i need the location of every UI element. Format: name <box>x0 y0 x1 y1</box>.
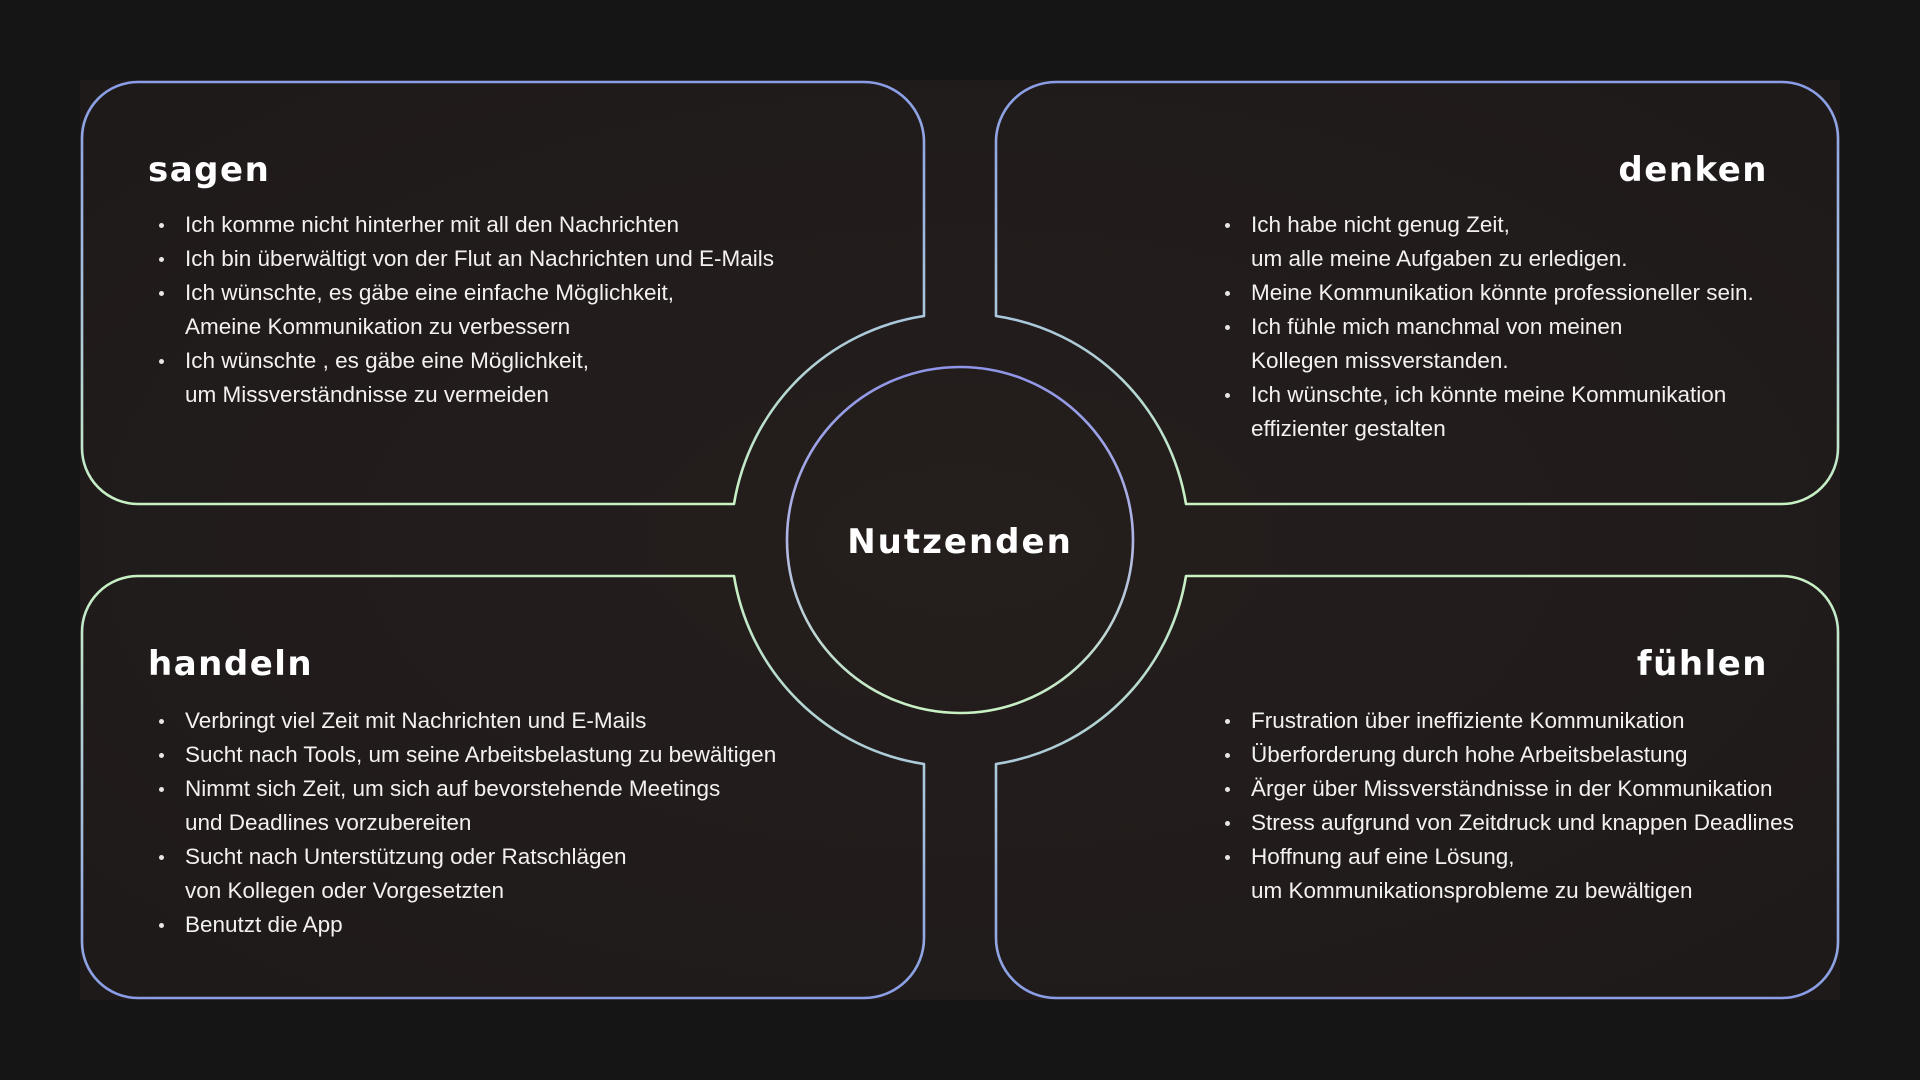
list-item-line: Meine Kommunikation könnte professioneller sein. <box>1251 280 1754 305</box>
list-item <box>1217 378 1754 446</box>
list-item <box>1217 840 1794 908</box>
list-item <box>151 908 776 942</box>
list-item-line: Ameine Kommunikation zu verbessern <box>185 314 571 339</box>
list-item-line: um alle meine Aufgaben zu erledigen. <box>1251 246 1628 271</box>
list-item-line: Ärger über Missverständnisse in der Kommunikation <box>1251 776 1773 801</box>
list-item-line: Stress aufgrund von Zeitdruck und knappen Deadlines <box>1251 810 1794 835</box>
list-item <box>1217 806 1794 840</box>
list-item <box>1217 310 1754 378</box>
list-item-line: Ich wünschte , es gäbe eine Möglichkeit, <box>185 348 589 373</box>
list-item <box>151 276 774 344</box>
list-item <box>1217 738 1794 772</box>
list-item-line: Überforderung durch hohe Arbeitsbelastung <box>1251 742 1688 767</box>
list-item <box>1217 704 1794 738</box>
quadrant-list-sagen <box>151 208 774 412</box>
list-item <box>1217 208 1754 276</box>
list-item-line: Sucht nach Tools, um seine Arbeitsbelastung zu bewältigen <box>185 742 777 767</box>
list-item-line: effizienter gestalten <box>1251 416 1446 441</box>
list-item-line: Sucht nach Unterstützung oder Ratschlägen <box>185 844 627 869</box>
list-item-line: Kollegen missverstanden. <box>1251 348 1509 373</box>
list-item <box>151 738 776 772</box>
list-item-line: um Kommunikationsprobleme zu bewältigen <box>1251 878 1693 903</box>
list-item-line: Verbringt viel Zeit mit Nachrichten und E-Mails <box>185 708 647 733</box>
quadrant-title-sagen: sagen <box>148 150 271 190</box>
list-item-line: Nimmt sich Zeit, um sich auf bevorstehende Meetings <box>185 776 721 801</box>
list-item-line: Ich wünschte, es gäbe eine einfache Möglichkeit, <box>185 280 675 305</box>
list-item-line: um Missverständnisse zu vermeiden <box>185 382 549 407</box>
quadrant-title-handeln: handeln <box>148 644 314 684</box>
list-item <box>151 242 774 276</box>
list-item <box>151 840 776 908</box>
quadrant-list-fuehlen <box>1217 704 1794 908</box>
list-item-line: Ich fühle mich manchmal von meinen <box>1251 314 1623 339</box>
quadrant-list-denken <box>1217 208 1754 446</box>
quadrant-title-fuehlen: fühlen <box>1636 644 1768 684</box>
list-item-line: von Kollegen oder Vorgesetzten <box>185 878 504 903</box>
list-item-line: Ich bin überwältigt von der Flut an Nachrichten und E-Mails <box>185 246 775 271</box>
list-item-line: Ich habe nicht genug Zeit, <box>1251 212 1510 237</box>
list-item-line: Benutzt die App <box>185 912 343 937</box>
list-item-line: und Deadlines vorzubereiten <box>185 810 472 835</box>
list-item <box>151 772 776 840</box>
list-item <box>151 704 776 738</box>
list-item <box>151 208 774 242</box>
center-label: Nutzenden <box>847 522 1073 562</box>
list-item <box>1217 276 1754 310</box>
quadrant-title-denken: denken <box>1618 150 1768 190</box>
list-item-line: Ich wünschte, ich könnte meine Kommunikation <box>1251 382 1727 407</box>
list-item <box>151 344 774 412</box>
quadrant-list-handeln <box>151 704 776 942</box>
list-item-line: Ich komme nicht hinterher mit all den Nachrichten <box>185 212 679 237</box>
list-item-line: Hoffnung auf eine Lösung, <box>1251 844 1515 869</box>
list-item <box>1217 772 1794 806</box>
list-item-line: Frustration über ineffiziente Kommunikation <box>1251 708 1685 733</box>
